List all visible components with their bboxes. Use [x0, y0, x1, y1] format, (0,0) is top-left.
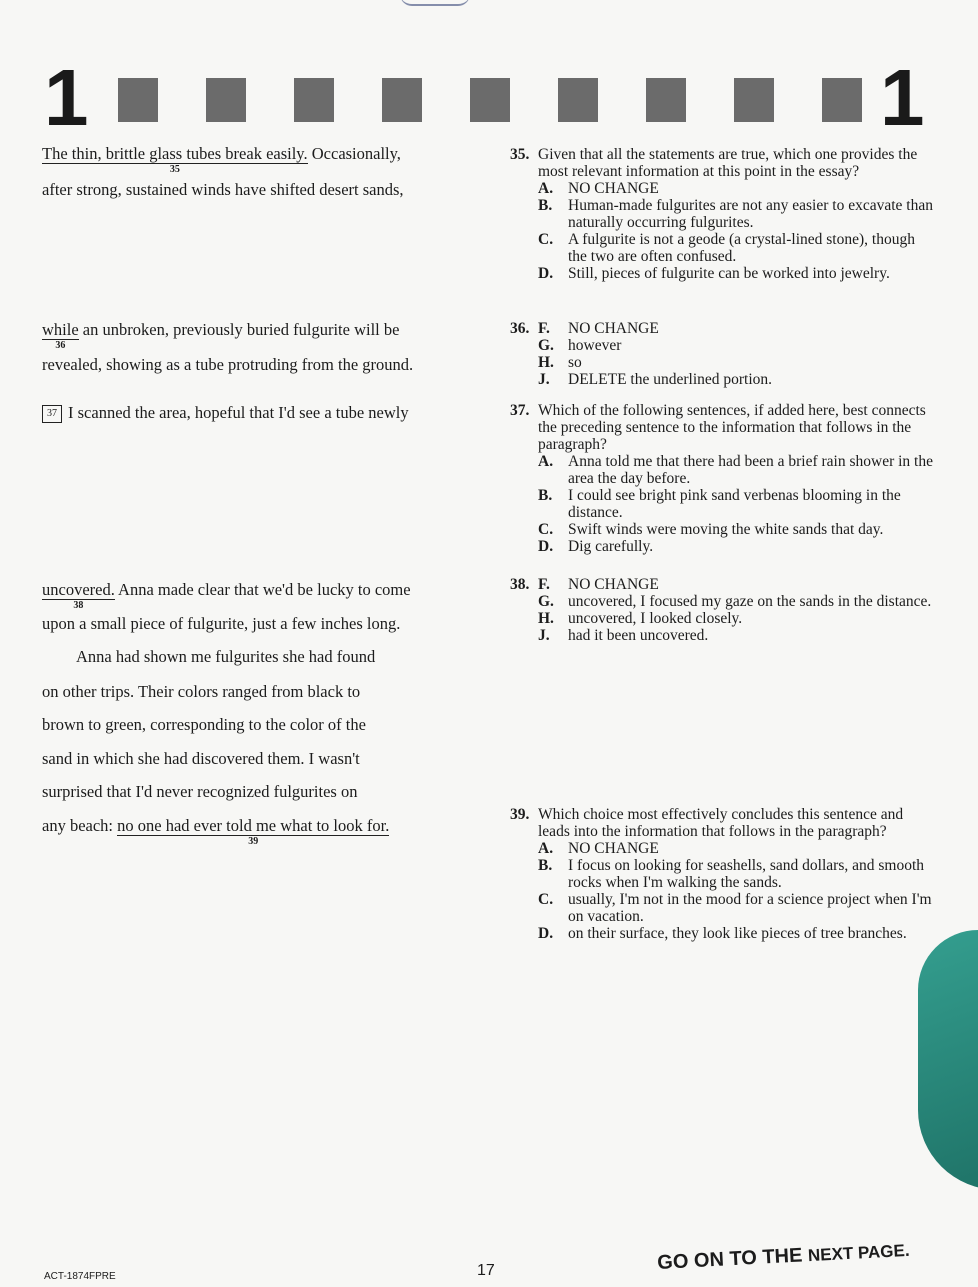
answer-option[interactable]: [538, 265, 935, 282]
option-letter: F.: [538, 320, 550, 337]
underlined-text: uncovered.: [42, 580, 115, 599]
header-bar: [294, 78, 334, 122]
option-letter: D.: [538, 538, 554, 555]
header-bar-strip: [118, 78, 838, 126]
option-text: NO CHANGE: [568, 840, 659, 857]
question-number: 35.: [510, 146, 530, 163]
answer-option[interactable]: [538, 593, 935, 610]
header-bar: [206, 78, 246, 122]
underlined-portion-39: [117, 816, 390, 848]
header-bar: [382, 78, 422, 122]
option-letter: C.: [538, 891, 554, 908]
option-text: however: [568, 337, 622, 354]
go-on-next-page: [657, 1239, 910, 1275]
question-stem: Which choice most effectively concludes this sentence and leads into the information that follows in the paragraph?: [538, 806, 904, 840]
question-37: [510, 402, 935, 555]
option-text: so: [568, 354, 582, 371]
question-number: 39.: [510, 806, 530, 823]
passage-line: [42, 403, 409, 423]
answer-option[interactable]: [538, 840, 935, 857]
option-letter: H.: [538, 354, 554, 371]
option-letter: F.: [538, 576, 550, 593]
underlined-text: no one had ever told me what to look for.: [117, 816, 390, 835]
question-number-label: 36: [55, 340, 66, 352]
passage-line: sand in which she had discovered them. I wasn't: [42, 749, 360, 768]
passage-text: Anna made clear that we'd be lucky to come: [114, 580, 411, 599]
passage-line: upon a small piece of fulgurite, just a few inches long.: [42, 614, 401, 633]
passage-line: on other trips. Their colors ranged from black to: [42, 682, 361, 701]
header-bar: [118, 78, 158, 122]
passage-text: an unbroken, previously buried fulgurite will be: [78, 320, 400, 339]
option-text: NO CHANGE: [568, 320, 659, 337]
question-39: [510, 806, 935, 942]
answer-option[interactable]: [538, 487, 935, 521]
option-text: on their surface, they look like pieces of tree branches.: [568, 925, 907, 942]
header-bar: [646, 78, 686, 122]
question-stem: Given that all the statements are true, which one provides the most relevant information at this point in the essay?: [538, 146, 918, 180]
option-text: Anna told me that there had been a brief rain shower in the area the day before.: [568, 453, 933, 487]
option-letter: D.: [538, 265, 554, 282]
option-letter: H.: [538, 610, 554, 627]
passage-line: brown to green, corresponding to the color of the: [42, 715, 366, 734]
answer-option[interactable]: [538, 197, 935, 231]
section-number-left: 1: [44, 53, 89, 142]
option-letter: B.: [538, 857, 553, 874]
question-number-label: 38: [73, 600, 84, 612]
answer-option[interactable]: [538, 180, 935, 197]
question-35: [510, 146, 935, 282]
option-letter: D.: [538, 925, 554, 942]
option-text: NO CHANGE: [568, 576, 659, 593]
option-text: NO CHANGE: [568, 180, 659, 197]
underlined-portion-35: [42, 144, 308, 176]
passage-text: I scanned the area, hopeful that I'd see a tube newly: [68, 403, 409, 422]
option-text: Dig carefully.: [568, 538, 654, 555]
passage-text: any beach:: [42, 816, 118, 835]
answer-option[interactable]: [538, 354, 935, 371]
next-page-text-b: NEXT PAGE.: [807, 1240, 911, 1266]
question-stem: Which of the following sentences, if added here, best connects the preceding sentence to the information that follows in the paragraph?: [538, 402, 926, 453]
option-letter: B.: [538, 197, 553, 214]
question-36: [510, 320, 935, 388]
option-text: had it been uncovered.: [568, 627, 709, 644]
question-number: 36.: [510, 320, 530, 337]
answer-option[interactable]: [538, 610, 935, 627]
header-bar: [558, 78, 598, 122]
option-letter: B.: [538, 487, 553, 504]
option-letter: G.: [538, 593, 554, 610]
underlined-portion-36: [42, 320, 79, 352]
option-text: Still, pieces of fulgurite can be worked into jewelry.: [568, 265, 890, 282]
passage-line: Anna had shown me fulgurites she had found: [76, 647, 376, 666]
page-number: 17: [477, 1262, 495, 1279]
passage-text: Occasionally,: [307, 144, 401, 163]
header-bar: [470, 78, 510, 122]
option-text: Human-made fulgurites are not any easier to excavate than naturally occurring fulgurites.: [568, 197, 933, 231]
passage-line: [42, 816, 390, 848]
passage-line: [42, 580, 411, 612]
underlined-text: while: [42, 320, 79, 339]
option-letter: G.: [538, 337, 554, 354]
option-text: Swift winds were moving the white sands that day.: [568, 521, 884, 538]
option-letter: C.: [538, 521, 554, 538]
option-letter: A.: [538, 453, 554, 470]
top-binding-mark: [400, 0, 470, 6]
question-number-label: 39: [248, 836, 259, 848]
option-text: A fulgurite is not a geode (a crystal-lined stone), though the two are often confused.: [568, 231, 915, 265]
passage-line: revealed, showing as a tube protruding from the ground.: [42, 355, 414, 374]
option-text: I focus on looking for seashells, sand dollars, and smooth rocks when I'm walking the sands.: [568, 857, 925, 891]
passage-line: [42, 320, 400, 352]
answer-option[interactable]: [538, 925, 935, 942]
option-letter: A.: [538, 180, 554, 197]
header-bar: [734, 78, 774, 122]
option-text: DELETE the underlined portion.: [568, 371, 773, 388]
answer-option[interactable]: [538, 891, 935, 925]
passage-line: after strong, sustained winds have shifted desert sands,: [42, 180, 404, 199]
form-code: ACT-1874FPRE: [44, 1271, 116, 1282]
answer-option[interactable]: [538, 337, 935, 354]
answer-option[interactable]: [538, 538, 935, 555]
passage-line: surprised that I'd never recognized fulgurites on: [42, 782, 358, 801]
option-text: usually, I'm not in the mood for a science project when I'm on vacation.: [568, 891, 932, 925]
question-number-label: 35: [169, 164, 180, 176]
option-text: uncovered, I looked closely.: [568, 610, 743, 627]
passage-line: [42, 144, 401, 176]
option-letter: C.: [538, 231, 554, 248]
answer-option[interactable]: [510, 320, 935, 337]
question-number: 38.: [510, 576, 530, 593]
answer-option[interactable]: [538, 231, 935, 265]
next-page-text-a: GO ON TO THE: [656, 1244, 809, 1275]
answer-option[interactable]: [538, 371, 935, 388]
option-text: uncovered, I focused my gaze on the sands in the distance.: [568, 593, 932, 610]
answer-option[interactable]: [538, 857, 935, 891]
header-bar: [822, 78, 862, 122]
boxed-question-number-37: 37: [42, 405, 62, 423]
answer-option[interactable]: [538, 627, 935, 644]
underlined-portion-38: [42, 580, 115, 612]
answer-option[interactable]: [538, 521, 935, 538]
answer-option[interactable]: [538, 453, 935, 487]
underlined-text: The thin, brittle glass tubes break easily.: [42, 144, 308, 163]
option-letter: J.: [538, 371, 550, 388]
answer-option[interactable]: [510, 576, 935, 593]
option-letter: A.: [538, 840, 554, 857]
section-number-right: 1: [880, 53, 925, 142]
option-text: I could see bright pink sand verbenas blooming in the distance.: [568, 487, 901, 521]
question-number: 37.: [510, 402, 530, 419]
option-letter: J.: [538, 627, 550, 644]
green-clip-object: [918, 930, 978, 1190]
question-38: [510, 576, 935, 644]
